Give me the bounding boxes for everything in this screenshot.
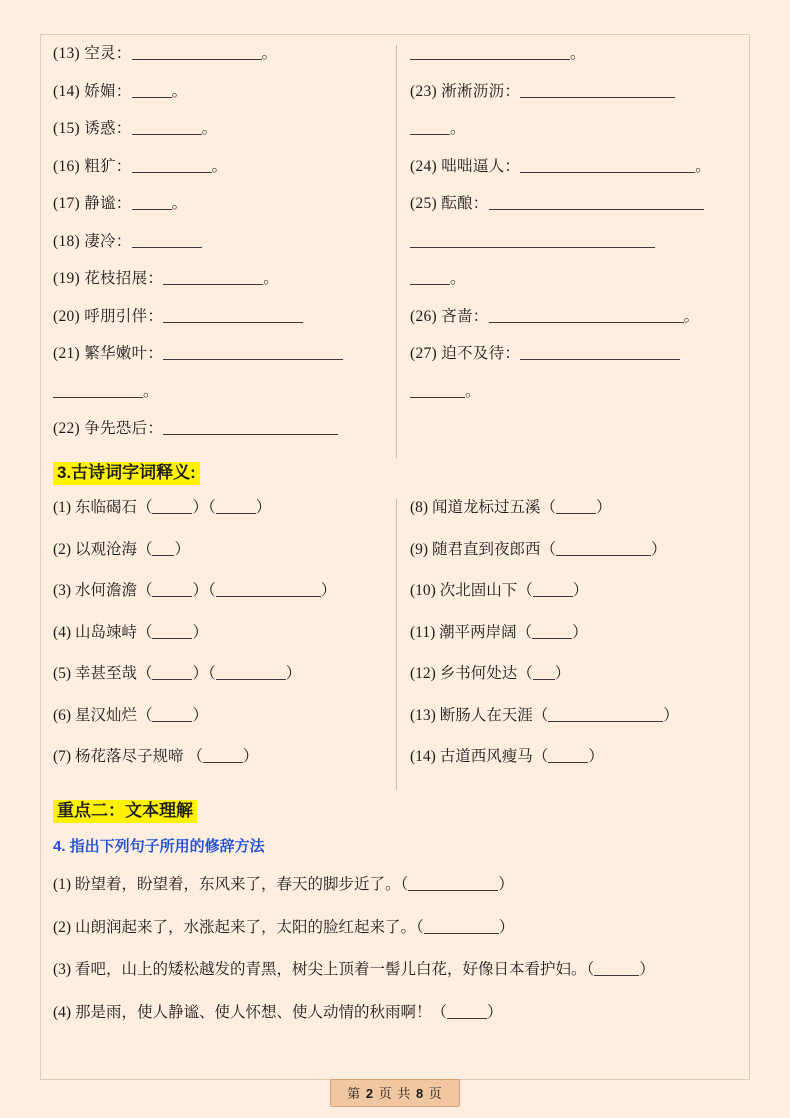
poem-item: (9) 随君直到夜郎西（ ） — [410, 540, 667, 558]
answer-blank[interactable] — [132, 45, 262, 60]
poem-item: (5) 幸甚至哉（ ）（ ） — [53, 665, 302, 683]
poem-item: (4) 山岛竦峙（ ） — [53, 623, 208, 641]
vocab-item: 。 — [410, 120, 739, 137]
vocab-item: (22) 争先恐后： — [53, 420, 388, 437]
answer-blank[interactable] — [489, 195, 704, 210]
vocab-item: (14) 娇媚： 。 — [53, 82, 188, 100]
answer-blank[interactable] — [410, 383, 465, 398]
answer-blank[interactable] — [532, 624, 572, 639]
poem-column-left — [53, 499, 396, 790]
section-4-title: 4. 指出下列句子所用的修辞方法 — [53, 838, 265, 856]
vocab-item: 。 — [410, 45, 739, 62]
answer-blank[interactable] — [132, 83, 172, 98]
answer-blank[interactable] — [533, 665, 555, 680]
answer-blank[interactable] — [410, 120, 450, 135]
rhetoric-item: (2) 山朗润起来了，水涨起来了，太阳的脸红起来了。（ ） — [53, 918, 515, 936]
answer-blank[interactable] — [520, 158, 695, 173]
answer-blank[interactable] — [410, 233, 655, 248]
column-divider — [396, 45, 397, 458]
page-number-badge — [330, 1079, 460, 1107]
answer-blank[interactable] — [447, 1004, 487, 1019]
answer-blank[interactable] — [556, 541, 651, 556]
answer-blank[interactable] — [408, 876, 498, 891]
answer-blank[interactable] — [152, 541, 174, 556]
vocab-item: (16) 粗犷： 。 — [53, 157, 228, 175]
poem-column-right — [396, 499, 739, 790]
answer-blank[interactable] — [132, 158, 212, 173]
vocabulary-column-right — [396, 45, 739, 458]
vocab-item: (19) 花枝招展： 。 — [53, 270, 280, 287]
footer-prefix: 第 — [347, 1086, 362, 1101]
answer-blank[interactable] — [203, 748, 243, 763]
poem-item: (6) 星汉灿烂（ ） — [53, 706, 208, 724]
vocab-item: 。 — [410, 270, 739, 287]
answer-blank[interactable] — [132, 233, 202, 248]
answer-blank[interactable] — [163, 308, 303, 323]
answer-blank[interactable] — [410, 45, 570, 60]
answer-blank[interactable] — [216, 582, 321, 597]
section-3-title: 3.古诗词字词释义: — [53, 462, 200, 486]
answer-blank[interactable] — [53, 383, 143, 398]
vocab-item: (17) 静谧： 。 — [53, 195, 188, 212]
vocab-item: (26) 吝啬： 。 — [410, 307, 700, 325]
poem-item: (10) 次北固山下（ ） — [410, 582, 589, 600]
poem-item: (1) 东临碣石（ ）（ ） — [53, 499, 272, 517]
poem-item: (11) 潮平两岸阔（ ） — [410, 623, 588, 641]
poem-item: (14) 古道西风瘦马（ ） — [410, 748, 604, 766]
answer-blank[interactable] — [424, 919, 499, 934]
page-footer — [41, 1079, 749, 1107]
answer-blank[interactable] — [216, 665, 286, 680]
vocab-item: (20) 呼朋引伴： — [53, 308, 388, 325]
vocab-item: (25) 酝酿： — [410, 195, 739, 212]
rhetoric-item: (4) 那是雨，使人静谧、使人怀想、使人动情的秋雨啊！（ ） — [53, 1003, 503, 1021]
rhetoric-item: (1) 盼望着，盼望着，东风来了，春天的脚步近了。（ ） — [53, 876, 514, 894]
poem-item: (3) 水何澹澹（ ）（ ） — [53, 582, 337, 600]
vocab-item: (13) 空灵： 。 — [53, 45, 278, 62]
footer-suffix: 页 — [428, 1086, 443, 1101]
answer-blank[interactable] — [152, 665, 192, 680]
poem-columns — [53, 499, 739, 790]
answer-blank[interactable] — [556, 499, 596, 514]
answer-blank[interactable] — [594, 961, 639, 976]
answer-blank[interactable] — [410, 270, 450, 285]
column-divider — [396, 499, 397, 790]
vocab-item: (15) 诱惑： 。 — [53, 120, 218, 137]
vocabulary-column-left — [53, 45, 396, 458]
section-3-heading — [53, 462, 739, 486]
poem-item: (13) 断肠人在天涯（ ） — [410, 706, 679, 724]
answer-blank[interactable] — [152, 499, 192, 514]
vocabulary-columns — [53, 45, 739, 458]
answer-blank[interactable] — [152, 582, 192, 597]
poem-item: (12) 乡书何处达（ ） — [410, 665, 571, 683]
vocab-item: (18) 凄冷： — [53, 233, 388, 250]
vocab-item: (24) 咄咄逼人： 。 — [410, 157, 712, 175]
focus-2-heading — [53, 800, 739, 824]
footer-mid: 页 共 — [378, 1086, 412, 1101]
answer-blank[interactable] — [163, 345, 343, 360]
vocab-item: 。 — [53, 383, 388, 400]
answer-blank[interactable] — [489, 308, 684, 323]
answer-blank[interactable] — [132, 120, 202, 135]
answer-blank[interactable] — [520, 83, 675, 98]
answer-blank[interactable] — [163, 420, 338, 435]
poem-item: (8) 闻道龙标过五溪（ ） — [410, 499, 612, 517]
footer-total-pages: 8 — [415, 1086, 425, 1101]
answer-blank[interactable] — [132, 195, 172, 210]
answer-blank[interactable] — [533, 582, 573, 597]
vocab-item: (23) 淅淅沥沥： — [410, 83, 739, 100]
answer-blank[interactable] — [520, 345, 680, 360]
vocab-item — [410, 233, 739, 250]
poem-item: (7) 杨花落尽子规啼 （ ） — [53, 748, 259, 766]
answer-blank[interactable] — [152, 707, 192, 722]
answer-blank[interactable] — [548, 707, 663, 722]
poem-item: (2) 以观沧海（ ） — [53, 540, 190, 558]
rhetoric-item: (3) 看吧，山上的矮松越发的青黑，树尖上顶着一髻儿白花，好像日本看护妇。（ ） — [53, 961, 655, 979]
answer-blank[interactable] — [216, 499, 256, 514]
vocab-item: 。 — [410, 383, 739, 400]
page-content — [53, 45, 739, 1046]
vocab-item: (27) 迫不及待： — [410, 345, 739, 362]
focus-2-title: 重点二：文本理解 — [53, 800, 197, 824]
answer-blank[interactable] — [163, 270, 263, 285]
answer-blank[interactable] — [548, 748, 588, 763]
worksheet-page — [40, 34, 750, 1101]
answer-blank[interactable] — [152, 624, 192, 639]
vocab-item: (21) 繁华嫩叶： — [53, 345, 388, 362]
footer-current-page: 2 — [365, 1086, 375, 1101]
